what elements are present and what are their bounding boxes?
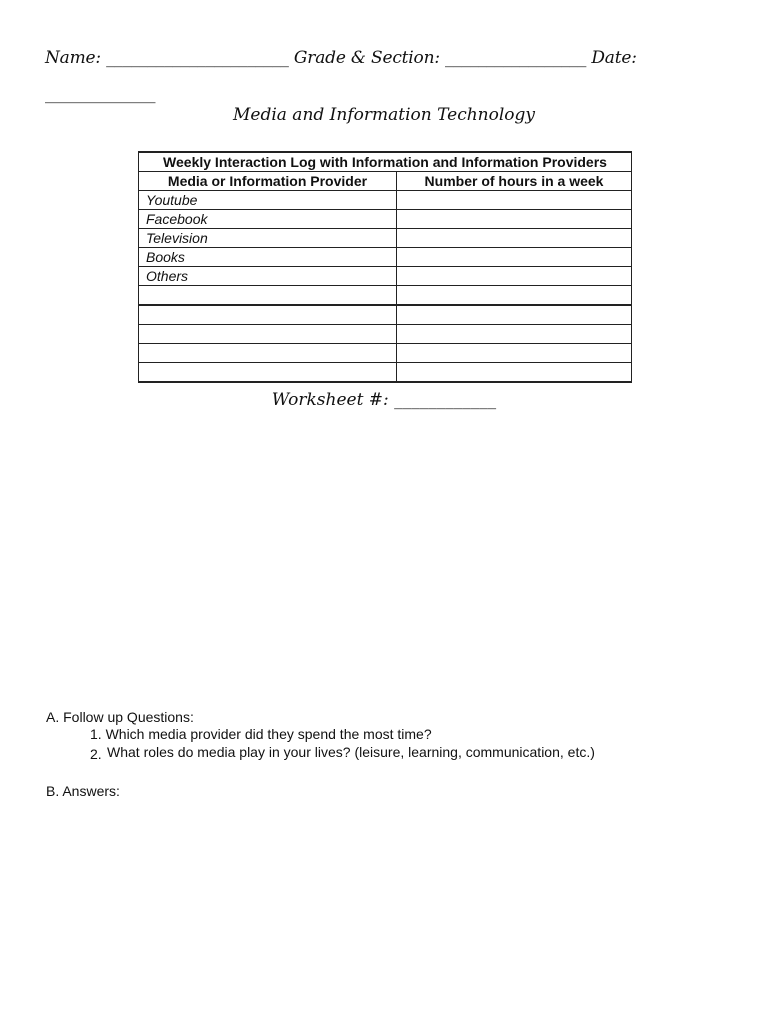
table-row <box>139 210 632 229</box>
hours-cell <box>397 210 632 229</box>
header-name-grade-date: Name: ______________________ Grade & Section: _________________ Date: <box>45 48 637 68</box>
page-title: Media and Information Technology <box>232 105 535 125</box>
table-row <box>139 325 632 344</box>
hours-cell <box>397 363 632 383</box>
provider-cell: Facebook <box>139 210 397 229</box>
header-date-line: _____________ <box>45 84 156 104</box>
table-header-row <box>139 172 632 191</box>
table-row <box>139 344 632 363</box>
provider-cell <box>139 305 397 325</box>
question-2-text: What roles do media play in your lives? (leisure, learning, communication, etc.) <box>107 744 595 760</box>
table-row <box>139 286 632 306</box>
table-row <box>139 305 632 325</box>
hours-cell <box>397 191 632 210</box>
table-caption: Weekly Interaction Log with Information and Information Providers <box>139 152 632 172</box>
provider-cell <box>139 325 397 344</box>
provider-cell: Youtube <box>139 191 397 210</box>
table-row <box>139 191 632 210</box>
hours-cell <box>397 286 632 306</box>
table-row <box>139 267 632 286</box>
table-row <box>139 229 632 248</box>
provider-cell <box>139 363 397 383</box>
hours-cell <box>397 325 632 344</box>
column-header-provider: Media or Information Provider <box>139 172 397 191</box>
question-1: 1. Which media provider did they spend the most time? <box>90 726 432 742</box>
table-caption-row <box>139 152 632 172</box>
hours-cell <box>397 248 632 267</box>
provider-cell <box>139 286 397 306</box>
hours-cell <box>397 229 632 248</box>
column-header-hours: Number of hours in a week <box>397 172 632 191</box>
interaction-log-table <box>138 151 632 383</box>
provider-cell: Others <box>139 267 397 286</box>
follow-up-heading: A. Follow up Questions: <box>46 709 194 725</box>
table-row <box>139 363 632 383</box>
provider-cell <box>139 344 397 363</box>
hours-cell <box>397 267 632 286</box>
question-2-number: 2. <box>90 746 102 762</box>
hours-cell <box>397 344 632 363</box>
hours-cell <box>397 305 632 325</box>
table-row <box>139 248 632 267</box>
answers-heading: B. Answers: <box>46 783 120 799</box>
worksheet-number: Worksheet #: ____________ <box>271 390 497 410</box>
provider-cell: Television <box>139 229 397 248</box>
provider-cell: Books <box>139 248 397 267</box>
